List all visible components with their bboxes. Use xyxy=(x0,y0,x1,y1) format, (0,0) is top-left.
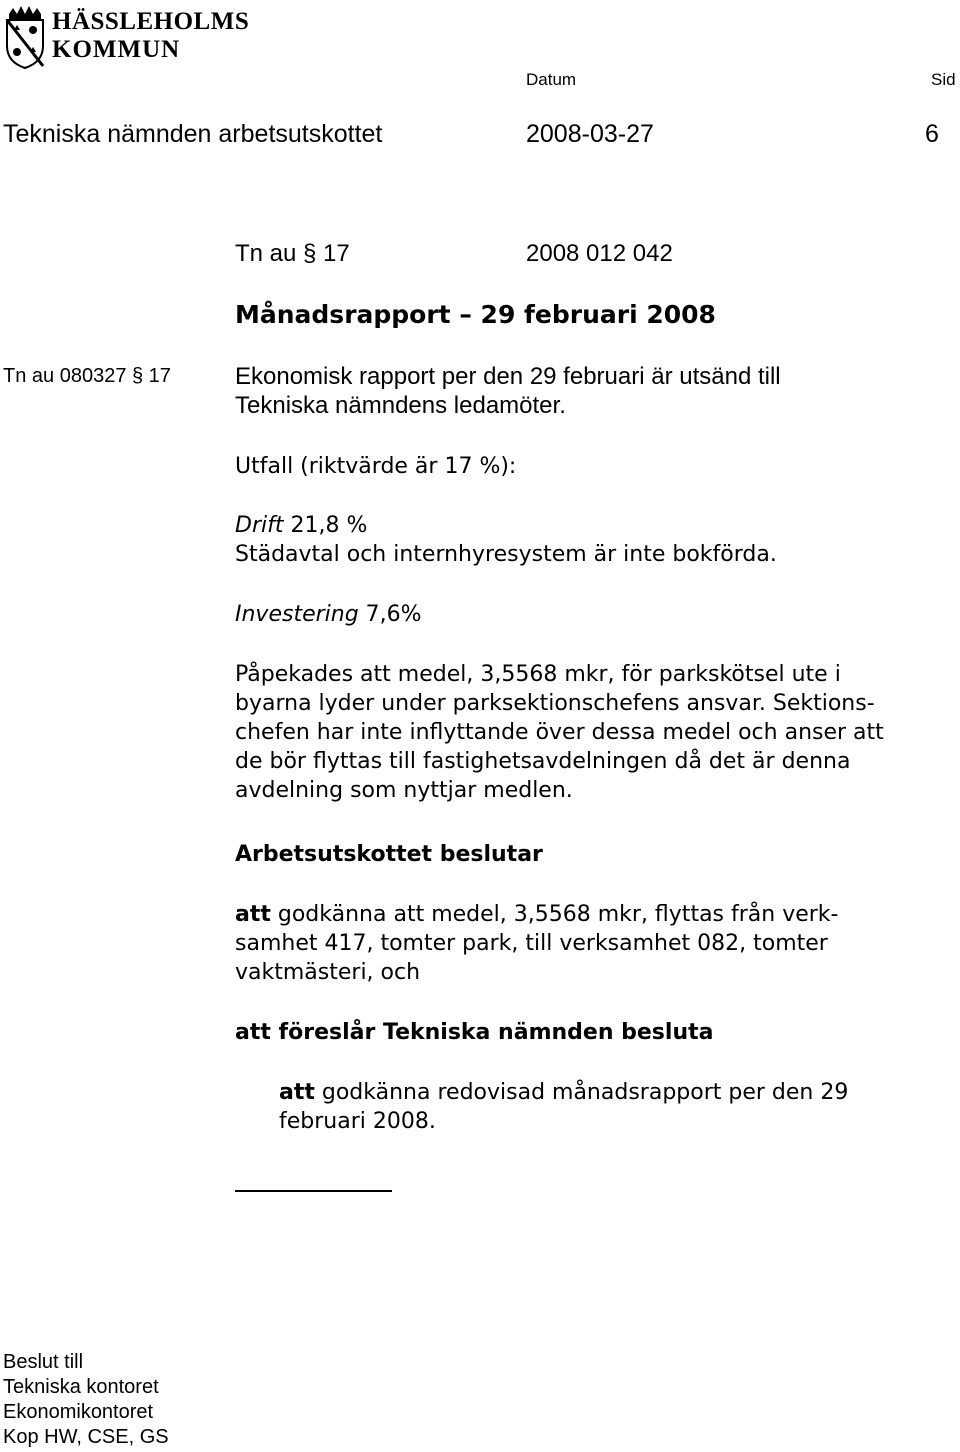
proposal-line: februari 2008. xyxy=(279,1109,436,1134)
att-keyword: att xyxy=(235,902,271,927)
drift-label: Drift xyxy=(235,513,284,538)
drift-value: 21,8 % xyxy=(283,513,368,538)
note-line: Påpekades att medel, 3,5568 mkr, för parkskötsel ute i xyxy=(235,662,841,687)
investering-label: Investering xyxy=(235,602,359,627)
distribution-list xyxy=(3,1350,169,1450)
decision-heading: Arbetsutskottet beslutar xyxy=(235,842,543,867)
date-column-label: Datum xyxy=(526,70,577,89)
note-line: de bör flyttas till fastighetsavdelningen då det är denna xyxy=(235,749,851,774)
investering-line xyxy=(235,600,960,629)
intro-line: Tekniska nämndens ledamöter. xyxy=(235,392,566,419)
paragraph-reference: Tn au § 17 xyxy=(235,240,350,267)
note-line: avdelning som nyttjar medlen. xyxy=(235,778,573,803)
drift-note: Städavtal och internhyresystem är inte bokförda. xyxy=(235,542,777,567)
meeting-date: 2008-03-27 xyxy=(526,120,654,148)
logo-wordmark-line2: KOMMUN xyxy=(52,36,181,63)
decision-line: vaktmästeri, och xyxy=(235,960,421,985)
proposal-heading: att föreslår Tekniska nämnden besluta xyxy=(235,1020,714,1045)
investering-value: 7,6% xyxy=(358,602,422,627)
decision-line: godkänna att medel, 3,5568 mkr, flyttas från verk- xyxy=(270,902,839,927)
signature-line xyxy=(235,1190,392,1192)
coat-of-arms-logo xyxy=(3,4,47,70)
att-keyword: att xyxy=(279,1080,315,1105)
distribution-line: Tekniska kontoret xyxy=(3,1376,159,1398)
logo-wordmark-line1: HÄSSLEHOLMS xyxy=(52,8,250,35)
distribution-line: Beslut till xyxy=(3,1351,84,1373)
proposal-paragraph xyxy=(279,1078,959,1136)
decision-line: samhet 417, tomter park, till verksamhet 082, tomter xyxy=(235,931,828,956)
page-column-label: Sid xyxy=(931,70,956,89)
distribution-line: Kop HW, CSE, GS xyxy=(3,1426,169,1448)
intro-paragraph xyxy=(235,362,960,420)
note-line: chefen har inte inflyttande över dessa medel och anser att xyxy=(235,720,884,745)
note-paragraph xyxy=(235,660,960,805)
page-number: 6 xyxy=(925,120,939,148)
page-title: Månadsrapport – 29 februari 2008 xyxy=(235,300,716,329)
note-line: byarna lyder under parksektionschefens ansvar. Sektions- xyxy=(235,691,875,716)
intro-line: Ekonomisk rapport per den 29 februari är utsänd till xyxy=(235,363,781,390)
proposal-line: godkänna redovisad månadsrapport per den 29 xyxy=(314,1080,849,1105)
decision-paragraph xyxy=(235,900,960,987)
meeting-title: Tekniska nämnden arbetsutskottet xyxy=(3,120,383,148)
drift-block xyxy=(235,511,960,569)
utfall-line: Utfall (riktvärde är 17 %): xyxy=(235,454,517,479)
margin-reference: Tn au 080327 § 17 xyxy=(3,365,171,387)
case-number: 2008 012 042 xyxy=(526,240,673,267)
distribution-line: Ekonomikontoret xyxy=(3,1401,154,1423)
